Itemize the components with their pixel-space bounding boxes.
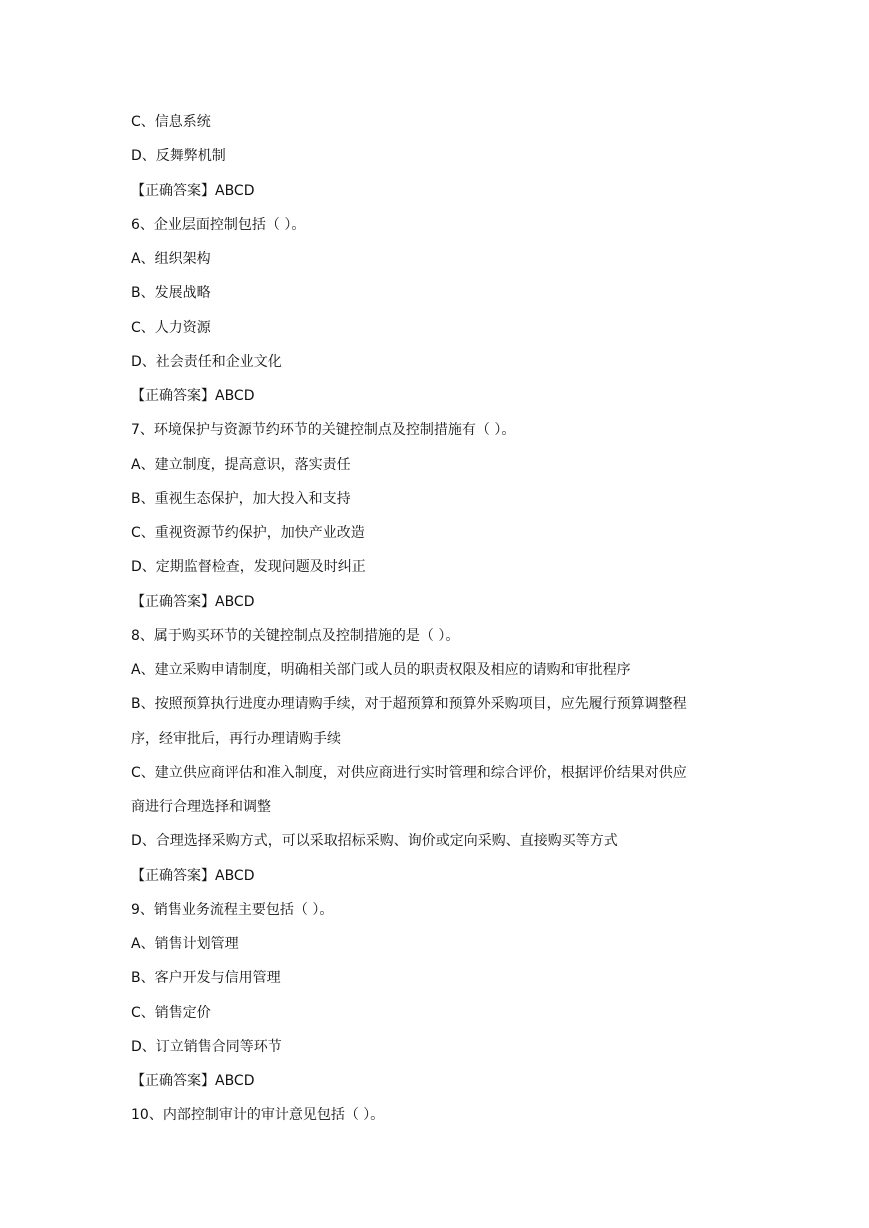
question-6: 6、企业层面控制包括（ ）。 (131, 216, 306, 233)
question-7: 7、环境保护与资源节约环节的关键控制点及控制措施有（ ）。 (131, 422, 516, 439)
option-7b: B、重视生态保护，加大投入和支持 (131, 490, 351, 507)
option-6c: C、人力资源 (131, 319, 211, 336)
option-5c: C、信息系统 (131, 114, 211, 130)
answer-7: 【正确答案】ABCD (131, 593, 255, 610)
answer-6: 【正确答案】ABCD (131, 388, 255, 404)
option-8a: A、建立采购申请制度，明确相关部门或人员的职责权限及相应的请购和审批程序 (131, 662, 631, 678)
option-6b: B、发展战略 (131, 285, 211, 302)
option-8d: D、合理选择采购方式，可以采取招标采购、询价或定向采购、直接购买等方式 (131, 833, 618, 850)
option-7c: C、重视资源节约保护，加快产业改造 (131, 525, 365, 541)
option-9c: C、销售定价 (131, 1004, 211, 1021)
document-body (131, 105, 751, 1133)
option-8b-continued: 序，经审批后，再行办理请购手续 (131, 730, 341, 747)
question-9: 9、销售业务流程主要包括（ ）。 (131, 901, 334, 918)
option-6a: A、组织架构 (131, 251, 211, 267)
option-9d: D、订立销售合同等环节 (131, 1038, 282, 1055)
answer-9: 【正确答案】ABCD (131, 1073, 255, 1089)
option-5d: D、反舞弊机制 (131, 148, 226, 165)
option-7a: A、建立制度，提高意识，落实责任 (131, 456, 351, 473)
option-7d: D、定期监督检查，发现问题及时纠正 (131, 559, 366, 576)
option-9a: A、销售计划管理 (131, 936, 239, 952)
option-8b: B、按照预算执行进度办理请购手续，对于超预算和预算外采购项目，应先履行预算调整程 (131, 696, 687, 713)
option-8c-continued: 商进行合理选择和调整 (131, 799, 271, 815)
question-8: 8、属于购买环节的关键控制点及控制措施的是（ ）。 (131, 627, 460, 644)
option-6d: D、社会责任和企业文化 (131, 353, 282, 370)
option-8c: C、建立供应商评估和准入制度，对供应商进行实时管理和综合评价，根据评价结果对供应 (131, 764, 687, 781)
answer-5: 【正确答案】ABCD (131, 182, 255, 199)
question-10: 10、内部控制审计的审计意见包括（ ）。 (131, 1107, 385, 1124)
answer-8: 【正确答案】ABCD (131, 867, 255, 884)
option-9b: B、客户开发与信用管理 (131, 970, 281, 987)
